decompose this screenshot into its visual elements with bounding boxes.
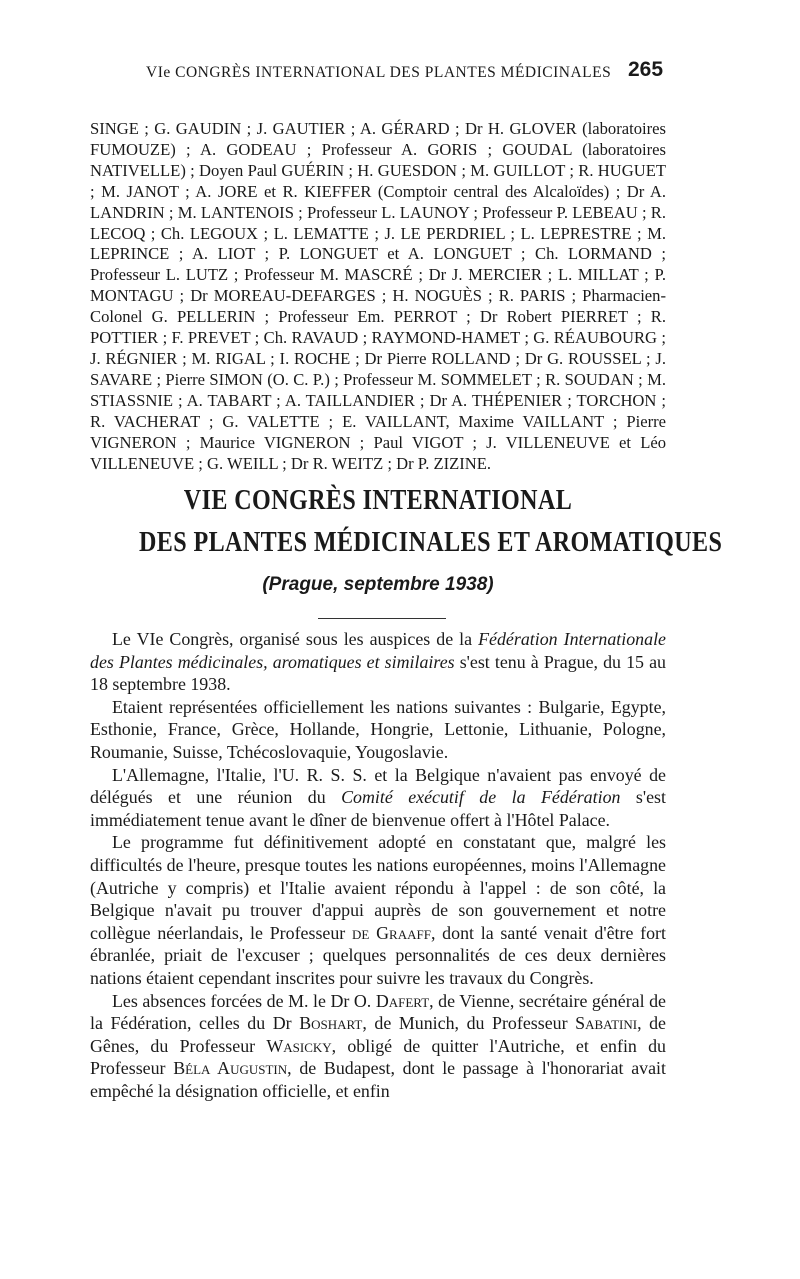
article-subtitle: (Prague, septembre 1938) (262, 574, 494, 595)
person-name: Sabatini (575, 1013, 638, 1034)
running-head: VIe CONGRÈS INTERNATIONAL DES PLANTES MÉDICINALES (146, 64, 612, 81)
text-run: , dont la santé venait d'être fort ébranlée, priait de l'excuser ; quelques personnalités de ces deux dernières nations étaient cependant inscrites pour suivre les travaux du Congrès. (90, 922, 666, 988)
title-rule (318, 618, 446, 619)
person-name: de Graaff (352, 922, 431, 943)
text-run: L'Allemagne, l'Italie, l'U. R. S. S. et la Belgique n'avaient pas envoyé de délégués et une réunion du (90, 764, 666, 808)
paragraph-4 (90, 831, 666, 989)
paragraph-1 (90, 628, 666, 696)
text-run: , de Budapest, dont le passage à l'honorariat avait empêché la désignation officielle, et enfin (90, 1058, 666, 1101)
text-run: s'est immédiatement tenue avant le dîner de bienvenue offert à l'Hôtel Palace. (90, 787, 666, 830)
person-name: Béla Augustin (173, 1058, 288, 1079)
person-name: Wasicky (266, 1035, 332, 1056)
paragraph-2: Etaient représentées officiellement les nations suivantes : Bulgarie, Egypte, Esthonie, France, Grèce, Hollande, Hongrie, Lettonie, Lithuanie, Pologne, Roumanie, Suisse, Tchécoslovaquie, Yougoslavie. (90, 696, 666, 762)
text-run: Le programme fut définitivement adopté en constatant que, malgré les difficultés de l'heure, presque toutes les nations européennes, moins l'Allemagne (Autriche y compris) et l'Italie avaient répondu à l'appel : de son côté, la Belgique n'avait pu trouver d'appui auprès de son gouvernement et notre collègue néerlandais, le Professeur (90, 832, 666, 943)
person-name: Dafert (375, 990, 430, 1011)
text-run: s'est tenu à Prague, du 15 au 18 septembre 1938. (90, 651, 666, 695)
committee-name: Comité exécutif de la Fédération (341, 787, 621, 808)
federation-name: Fédération Internationale des Plantes médicinales, aromatiques et similaires (90, 629, 666, 672)
text-run: , de Gênes, du Professeur (90, 1013, 667, 1056)
text-run: , obligé de quitter l'Autriche, et enfin du Professeur (90, 1035, 667, 1079)
text-run: Le VIe Congrès, organisé sous les auspices de la (112, 629, 479, 649)
article-title-line1: VIE CONGRÈS INTERNATIONAL (183, 484, 573, 516)
paragraph-5 (90, 990, 666, 1103)
paragraph-3 (90, 764, 666, 832)
article-body (90, 628, 666, 1102)
text-run: Les absences forcées de M. le Dr O. (112, 990, 376, 1011)
text-run: , de Munich, du Professeur (362, 1013, 576, 1034)
participants-list: SINGE ; G. GAUDIN ; J. GAUTIER ; A. GÉRARD ; Dr H. GLOVER (laboratoires FUMOUZE) ; A. GODEAU ; Professeur A. GORIS ; GOUDAL (laboratoires NATIVELLE) ; Doyen Paul GUÉRIN ; H. GUESDON ; M. GUILLOT ; R. HUGUET ; M. JANOT ; A. JORE et R. KIEFFER (Comptoir central des Alcaloïdes) ; Dr A. LANDRIN ; M. LANTENOIS ; Professeur L. LAUNOY ; Professeur P. LEBEAU ; R. LECOQ ; Ch. LEGOUX ; L. LEMATTE ; J. LE PERDRIEL ; L. LEPRESTRE ; M. LEPRINCE ; A. LIOT ; P. LONGUET et A. LONGUET ; Ch. LORMAND ; Professeur L. LUTZ ; Professeur M. MASCRÉ ; Dr J. MERCIER ; L. MILLAT ; P. MONTAGU ; Dr MOREAU-DEFARGES ; H. NOGUÈS ; R. PARIS ; Pharmacien-Colonel G. PELLERIN ; Professeur Em. PERROT ; Dr Robert PIERRET ; R. POTTIER ; F. PREVET ; Ch. RAVAUD ; RAYMOND-HAMET ; G. RÉAUBOURG ; J. RÉGNIER ; M. RIGAL ; I. ROCHE ; Dr Pierre ROLLAND ; Dr G. ROUSSEL ; J. SAVARE ; Pierre SIMON (O. C. P.) ; Professeur M. SOMMELET ; R. SOUDAN ; M. STIASSNIE ; A. TABART ; A. TAILLANDIER ; Dr A. THÉPENIER ; TORCHON ; R. VACHERAT ; G. VALETTE ; E. VAILLANT, Maxime VAILLANT ; Pierre VIGNERON ; Maurice VIGNERON ; Paul VIGOT ; J. VILLENEUVE et Léo VILLENEUVE ; G. WEILL ; Dr R. WEITZ ; Dr P. ZIZINE. (90, 119, 666, 473)
article-title-line2: DES PLANTES MÉDICINALES ET AROMATIQUES (138, 526, 723, 558)
page-number: 265 (628, 58, 664, 81)
text-run: , de Vienne, secrétaire général de la Fédération, celles du Dr (90, 990, 666, 1034)
person-name: Boshart (299, 1013, 363, 1034)
